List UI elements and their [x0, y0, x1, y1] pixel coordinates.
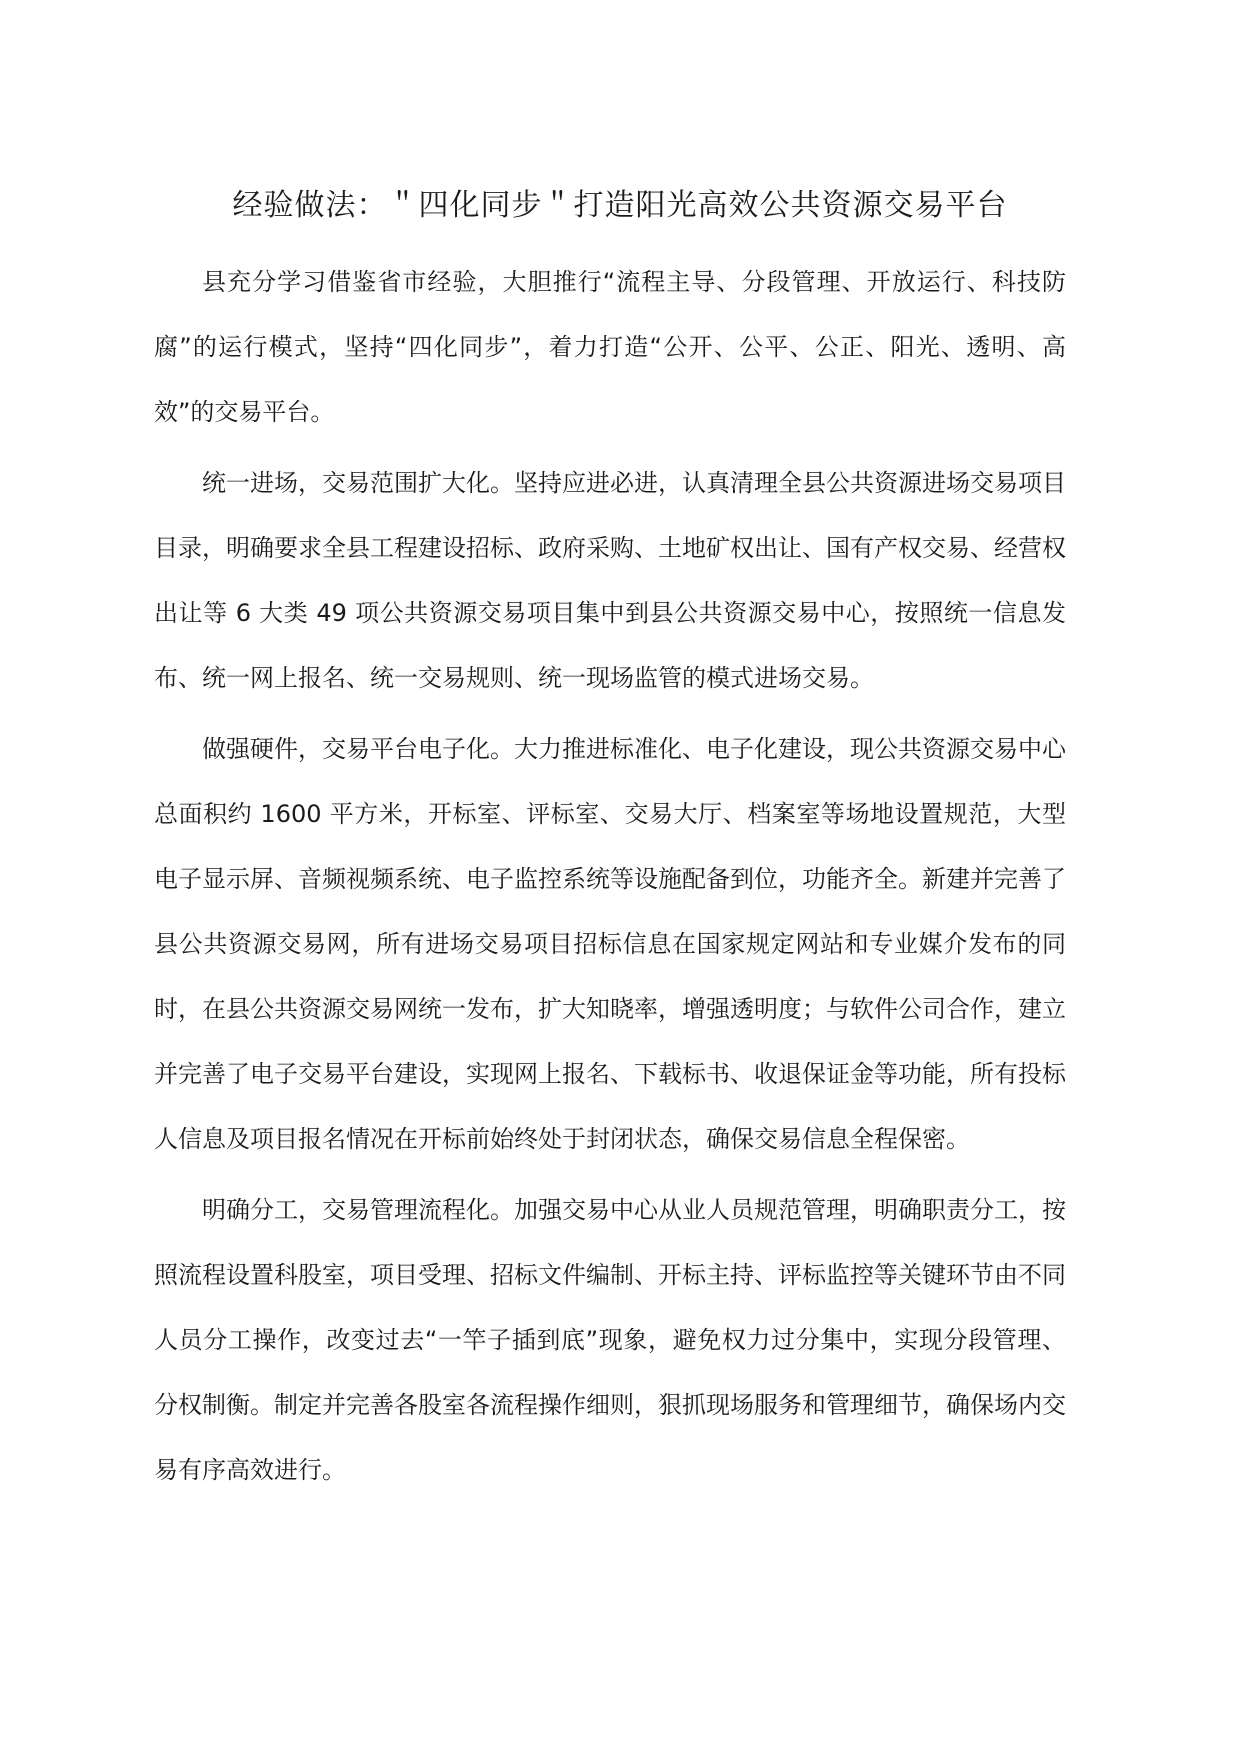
paragraph-unified-entry: 统一进场，交易范围扩大化。坚持应进必进，认真清理全县公共资源进场交易项目目录，明确要求全县工程建设招标、政府采购、土地矿权出让、国有产权交易、经营权出让等 6 大类 49 项公共资源交易项目集中到县公共资源交易中心，按照统一信息发布、统一网上报名、统一交易规则、统一现场监管的模式进场交易。 [154, 469, 1066, 692]
document-body [154, 250, 1066, 1509]
paragraph-division-of-labor: 明确分工，交易管理流程化。加强交易中心从业人员规范管理，明确职责分工，按照流程设置科股室，项目受理、招标文件编制、开标主持、评标监控等关键环节由不同人员分工操作，改变过去“一竿子插到底”现象，避免权力过分集中，实现分段管理、分权制衡。制定并完善各股室各流程操作细则，狠抓现场服务和管理细节，确保场内交易有序高效进行。 [154, 1196, 1066, 1484]
paragraph-hardware: 做强硬件，交易平台电子化。大力推进标准化、电子化建设，现公共资源交易中心总面积约 1600 平方米，开标室、评标室、交易大厅、档案室等场地设置规范，大型电子显示屏、音频视频系统、电子监控系统等设施配备到位，功能齐全。新建并完善了县公共资源交易网，所有进场交易项目招标信息在国家规定网站和专业媒介发布的同时，在县公共资源交易网统一发布，扩大知晓率，增强透明度；与软件公司合作，建立并完善了电子交易平台建设，实现网上报名、下载标书、收退保证金等功能，所有投标人信息及项目报名情况在开标前始终处于封闭状态，确保交易信息全程保密。 [154, 735, 1066, 1153]
document-title: 经验做法：＂四化同步＂打造阳光高效公共资源交易平台 [232, 188, 1008, 223]
paragraph-intro: 县充分学习借鉴省市经验，大胆推行“流程主导、分段管理、开放运行、科技防腐”的运行模式，坚持“四化同步”，着力打造“公开、公平、公正、阳光、透明、高效”的交易平台。 [154, 268, 1066, 426]
